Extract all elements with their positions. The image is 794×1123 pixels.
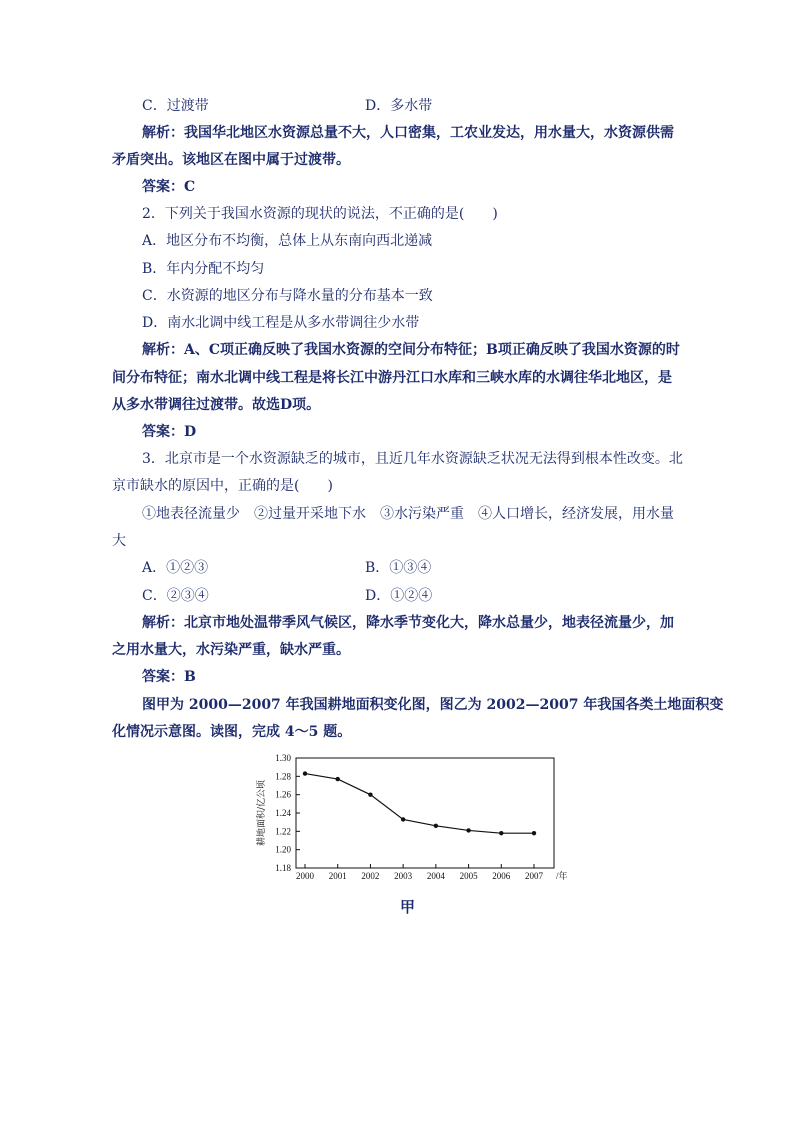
- q1-analysis-line-2: 矛盾突出。该地区在图中属于过渡带。: [112, 152, 350, 168]
- series-line: [305, 774, 534, 834]
- q2-option-b: B．年内分配不均匀: [142, 261, 265, 277]
- figure-intro-line-1: 图甲为 2000—2007 年我国耕地面积变化图，图乙为 2002—2007 年我国各类土地面积变: [142, 697, 724, 713]
- q1-option-d: D．多水带: [365, 98, 433, 114]
- data-point: [368, 792, 372, 796]
- y-axis-label: 耕地面积/亿公顷: [257, 779, 267, 847]
- q2-analysis-line-2: 间分布特征；南水北调中线工程是将长江中游丹江口水库和三峡水库的水调往华北地区，是: [112, 370, 672, 386]
- x-tick-label: 2000: [296, 871, 314, 881]
- q2-option-a: A．地区分布不均衡，总体上从东南向西北递减: [142, 233, 433, 249]
- x-tick-label: 2007: [525, 871, 543, 881]
- x-axis-label: /年: [556, 871, 568, 881]
- data-point: [532, 831, 536, 835]
- q3-option-d: D．①②④: [365, 588, 433, 604]
- q2-option-c: C．水资源的地区分布与降水量的分布基本一致: [142, 288, 433, 304]
- q3-stem-line-2: 京市缺水的原因中，正确的是( ): [112, 478, 333, 494]
- figure-caption: 甲: [400, 898, 416, 916]
- y-tick-label: 1.18: [275, 863, 291, 873]
- q2-analysis-line-1: 解析：A、C项正确反映了我国水资源的空间分布特征；B项正确反映了我国水资源的时: [142, 342, 680, 358]
- q2-analysis-line-3: 从多水带调往过渡带。故选D项。: [112, 397, 321, 413]
- q1-answer: 答案：C: [142, 179, 196, 195]
- x-tick-label: 2001: [328, 871, 347, 881]
- q3-option-b: B．①③④: [365, 560, 432, 576]
- q3-option-a: A．①②③: [142, 560, 209, 576]
- y-tick-label: 1.20: [275, 844, 291, 855]
- q3-option-c: C．②③④: [142, 588, 209, 604]
- data-point: [336, 777, 340, 781]
- data-point: [434, 824, 438, 828]
- figure-intro-line-2: 化情况示意图。读图，完成 4～5 题。: [112, 724, 352, 740]
- q3-analysis-line-1: 解析：北京市地处温带季风气候区，降水季节变化大，降水总量少，地表径流量少，加: [142, 615, 674, 631]
- data-point: [499, 831, 503, 835]
- q3-stem-line-1: 3．北京市是一个水资源缺乏的城市，且近几年水资源缺乏状况无法得到根本性改变。北: [142, 451, 683, 467]
- q3-items-line-1: ①地表径流量少 ②过量开采地下水 ③水污染严重 ④人口增长，经济发展，用水量: [142, 506, 674, 522]
- q3-analysis-line-2: 之用水量大，水污染严重，缺水严重。: [112, 642, 350, 658]
- y-tick-label: 1.28: [275, 771, 291, 782]
- y-tick-label: 1.30: [275, 753, 291, 763]
- data-point: [401, 817, 405, 821]
- x-tick-label: 2004: [426, 871, 445, 881]
- x-tick-label: 2006: [492, 871, 511, 881]
- x-tick-label: 2003: [394, 871, 413, 881]
- y-tick-label: 1.26: [275, 789, 291, 800]
- x-tick-label: 2005: [459, 871, 478, 881]
- y-tick-label: 1.24: [275, 808, 291, 818]
- y-tick-label: 1.22: [275, 826, 291, 837]
- farmland-area-chart: [252, 750, 572, 884]
- q2-answer: 答案：D: [142, 424, 197, 440]
- x-tick-label: 2002: [361, 871, 380, 881]
- plot-frame: [296, 758, 554, 868]
- q1-option-c: C．过渡带: [142, 98, 209, 114]
- data-point: [303, 771, 307, 775]
- data-point: [466, 828, 470, 832]
- q2-stem: 2．下列关于我国水资源的现状的说法，不正确的是( ): [142, 206, 498, 222]
- q2-option-d: D．南水北调中线工程是从多水带调往少水带: [142, 315, 420, 331]
- q3-items-line-2: 大: [112, 533, 126, 549]
- q3-answer: 答案：B: [142, 669, 196, 685]
- q1-analysis-line-1: 解析：我国华北地区水资源总量不大，人口密集，工农业发达，用水量大，水资源供需: [142, 125, 674, 141]
